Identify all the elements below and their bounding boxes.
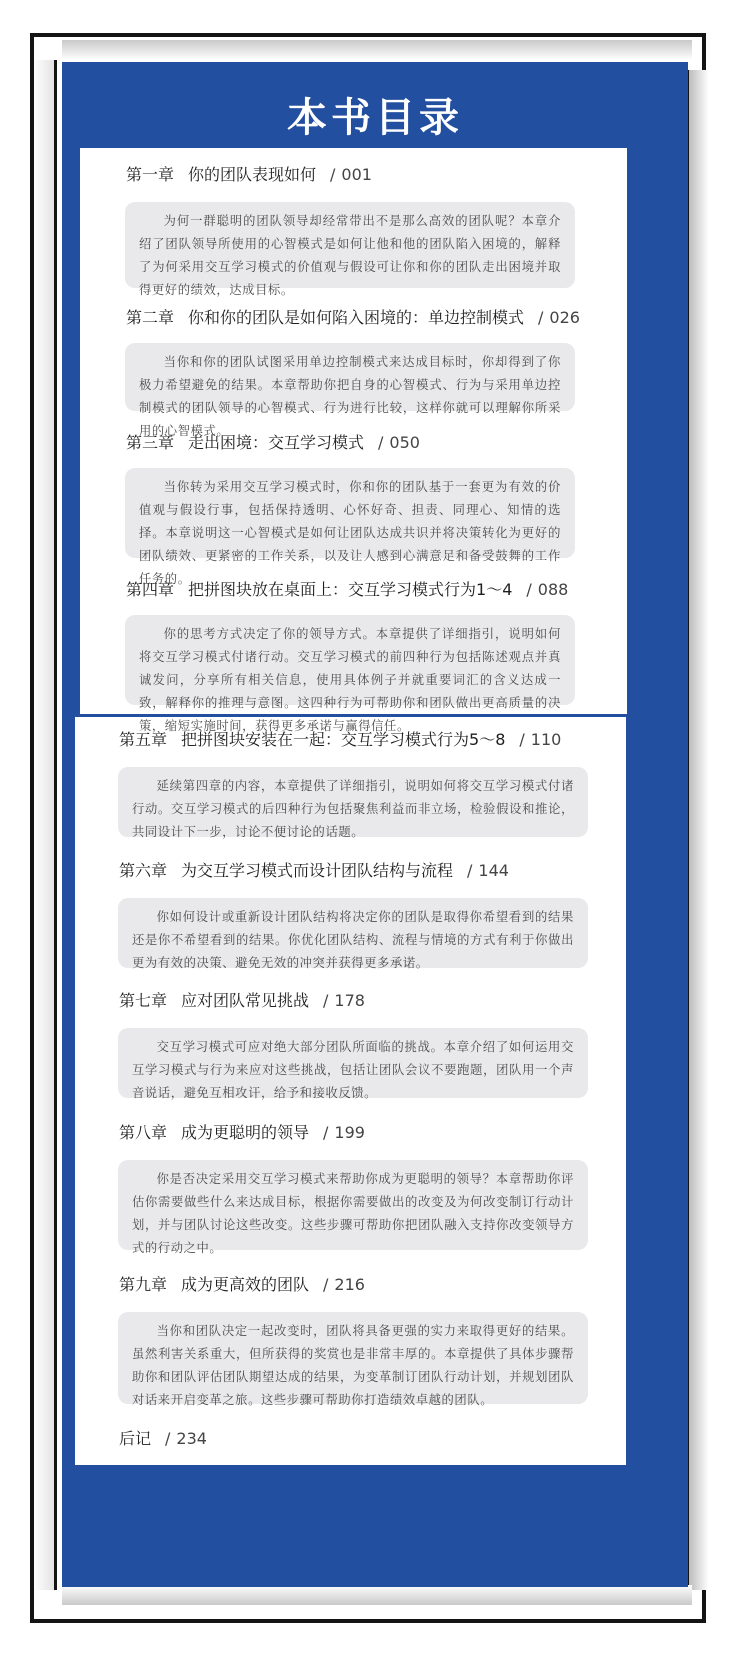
frame-right-bevel — [686, 70, 709, 1590]
page-number: 216 — [334, 1275, 365, 1294]
chapter-number: 第一章 — [126, 165, 175, 184]
page-title: 本书目录 — [287, 95, 463, 141]
chapter-6-title — [119, 860, 509, 882]
chapter-number: 第四章 — [126, 580, 175, 599]
page-number: 050 — [389, 433, 420, 452]
page-separator: / — [519, 730, 525, 749]
afterword-label: 后记 — [119, 1429, 152, 1448]
page-separator: / — [330, 165, 336, 184]
chapter-9-summary: 当你和团队决定一起改变时，团队将具备更强的实力来取得更好的结果。虽然利害关系重大，但所获得的奖赏也是非常丰厚的。本章提供了具体步骤帮助你和团队评估团队期望达成的结果，为变革制订团队行动计划，并规划团队对话来开启变革之旅。这些步骤可帮助你打造绩效卓越的团队。 — [118, 1312, 588, 1404]
page-number: 088 — [537, 580, 569, 599]
frame-bottom-bevel — [62, 1585, 692, 1605]
page-separator: / — [378, 433, 384, 452]
chapter-name: 应对团队常见挑战 — [181, 991, 310, 1010]
chapter-number: 第三章 — [126, 433, 175, 452]
chapter-number: 第八章 — [119, 1123, 168, 1142]
page-separator: / — [526, 580, 532, 599]
chapter-name: 把拼图块安装在一起：交互学习模式行为5～8 — [181, 730, 506, 749]
afterword-title — [119, 1428, 207, 1450]
page-number: 178 — [334, 991, 365, 1010]
page-separator: / — [538, 308, 544, 327]
chapter-name: 走出困境：交互学习模式 — [188, 433, 365, 452]
page-separator: / — [323, 1123, 329, 1142]
chapter-number: 第六章 — [119, 861, 168, 880]
page-separator: / — [323, 991, 329, 1010]
chapter-1-title — [126, 164, 372, 186]
frame-left-bevel — [34, 60, 57, 1590]
chapter-3-summary: 当你转为采用交互学习模式时，你和你的团队基于一套更为有效的价值观与假设行事，包括保持透明、心怀好奇、担责、同理心、知情的选择。本章说明这一心智模式是如何让团队达成共识并将决策转化为更好的团队绩效、更紧密的工作关系，以及让人感到心满意足和备受鼓舞的工作任务的。 — [125, 468, 575, 558]
chapter-6-summary: 你如何设计或重新设计团队结构将决定你的团队是取得你希望看到的结果还是你不希望看到的结果。你优化团队结构、流程与情境的方式有利于你做出更为有效的决策、避免无效的冲突并获得更多承诺。 — [118, 898, 588, 968]
chapter-number: 第五章 — [119, 730, 168, 749]
chapter-8-title — [119, 1122, 365, 1144]
page-number: 234 — [176, 1429, 207, 1448]
chapter-number: 第二章 — [126, 308, 175, 327]
chapter-7-summary: 交互学习模式可应对绝大部分团队所面临的挑战。本章介绍了如何运用交互学习模式与行为来应对这些挑战，包括让团队会议不要跑题，团队用一个声音说话，避免互相攻讦，给予和接收反馈。 — [118, 1028, 588, 1098]
chapter-name: 你和你的团队是如何陷入困境的：单边控制模式 — [188, 308, 525, 327]
chapter-3-title — [126, 432, 420, 454]
chapter-7-title — [119, 990, 365, 1012]
chapter-number: 第七章 — [119, 991, 168, 1010]
page-number: 199 — [334, 1123, 365, 1142]
chapter-name: 成为更聪明的领导 — [181, 1123, 310, 1142]
page-separator: / — [323, 1275, 329, 1294]
chapter-number: 第九章 — [119, 1275, 168, 1294]
page-number: 026 — [549, 308, 580, 327]
page-separator: / — [467, 861, 473, 880]
page-number: 144 — [478, 861, 509, 880]
chapter-name: 你的团队表现如何 — [188, 165, 317, 184]
chapter-5-summary: 延续第四章的内容，本章提供了详细指引，说明如何将交互学习模式付诸行动。交互学习模式的后四种行为包括聚焦利益而非立场，检验假设和推论，共同设计下一步，讨论不便讨论的话题。 — [118, 767, 588, 837]
chapter-1-summary: 为何一群聪明的团队领导却经常带出不是那么高效的团队呢？本章介绍了团队领导所使用的心智模式是如何让他和他的团队陷入困境的，解释了为何采用交互学习模式的价值观与假设可让你和你的团队走出困境并取得更好的绩效，达成目标。 — [125, 202, 575, 288]
chapter-2-summary: 当你和你的团队试图采用单边控制模式来达成目标时，你却得到了你极力希望避免的结果。本章帮助你把自身的心智模式、行为与采用单边控制模式的团队领导的心智模式、行为进行比较，这样你就可以理解你所采用的心智模式。 — [125, 343, 575, 411]
page-number: 001 — [341, 165, 372, 184]
chapter-9-title — [119, 1274, 365, 1296]
frame-top-bevel — [62, 40, 692, 60]
chapter-2-title — [126, 307, 580, 329]
chapter-name: 为交互学习模式而设计团队结构与流程 — [181, 861, 454, 880]
chapter-name: 成为更高效的团队 — [181, 1275, 310, 1294]
chapter-5-title — [119, 729, 561, 751]
chapter-4-title — [126, 579, 568, 601]
chapter-4-summary: 你的思考方式决定了你的领导方式。本章提供了详细指引，说明如何将交互学习模式付诸行动。交互学习模式的前四种行为包括陈述观点并真诚发问，分享所有相关信息，使用具体例子并就重要词汇的含义达成一致，解释你的推理与意图。这四种行为可帮助你和团队做出更高质量的决策，缩短实施时间，获得更多承诺与赢得信任。 — [125, 615, 575, 705]
chapter-8-summary: 你是否决定采用交互学习模式来帮助你成为更聪明的领导？本章帮助你评估你需要做些什么来达成目标，根据你需要做出的改变及为何改变制订行动计划，并与团队讨论这些改变。这些步骤可帮助你把团队融入支持你改变领导方式的行动之中。 — [118, 1160, 588, 1250]
chapter-name: 把拼图块放在桌面上：交互学习模式行为1～4 — [188, 580, 513, 599]
page-number: 110 — [530, 730, 562, 749]
page-separator: / — [165, 1429, 171, 1448]
